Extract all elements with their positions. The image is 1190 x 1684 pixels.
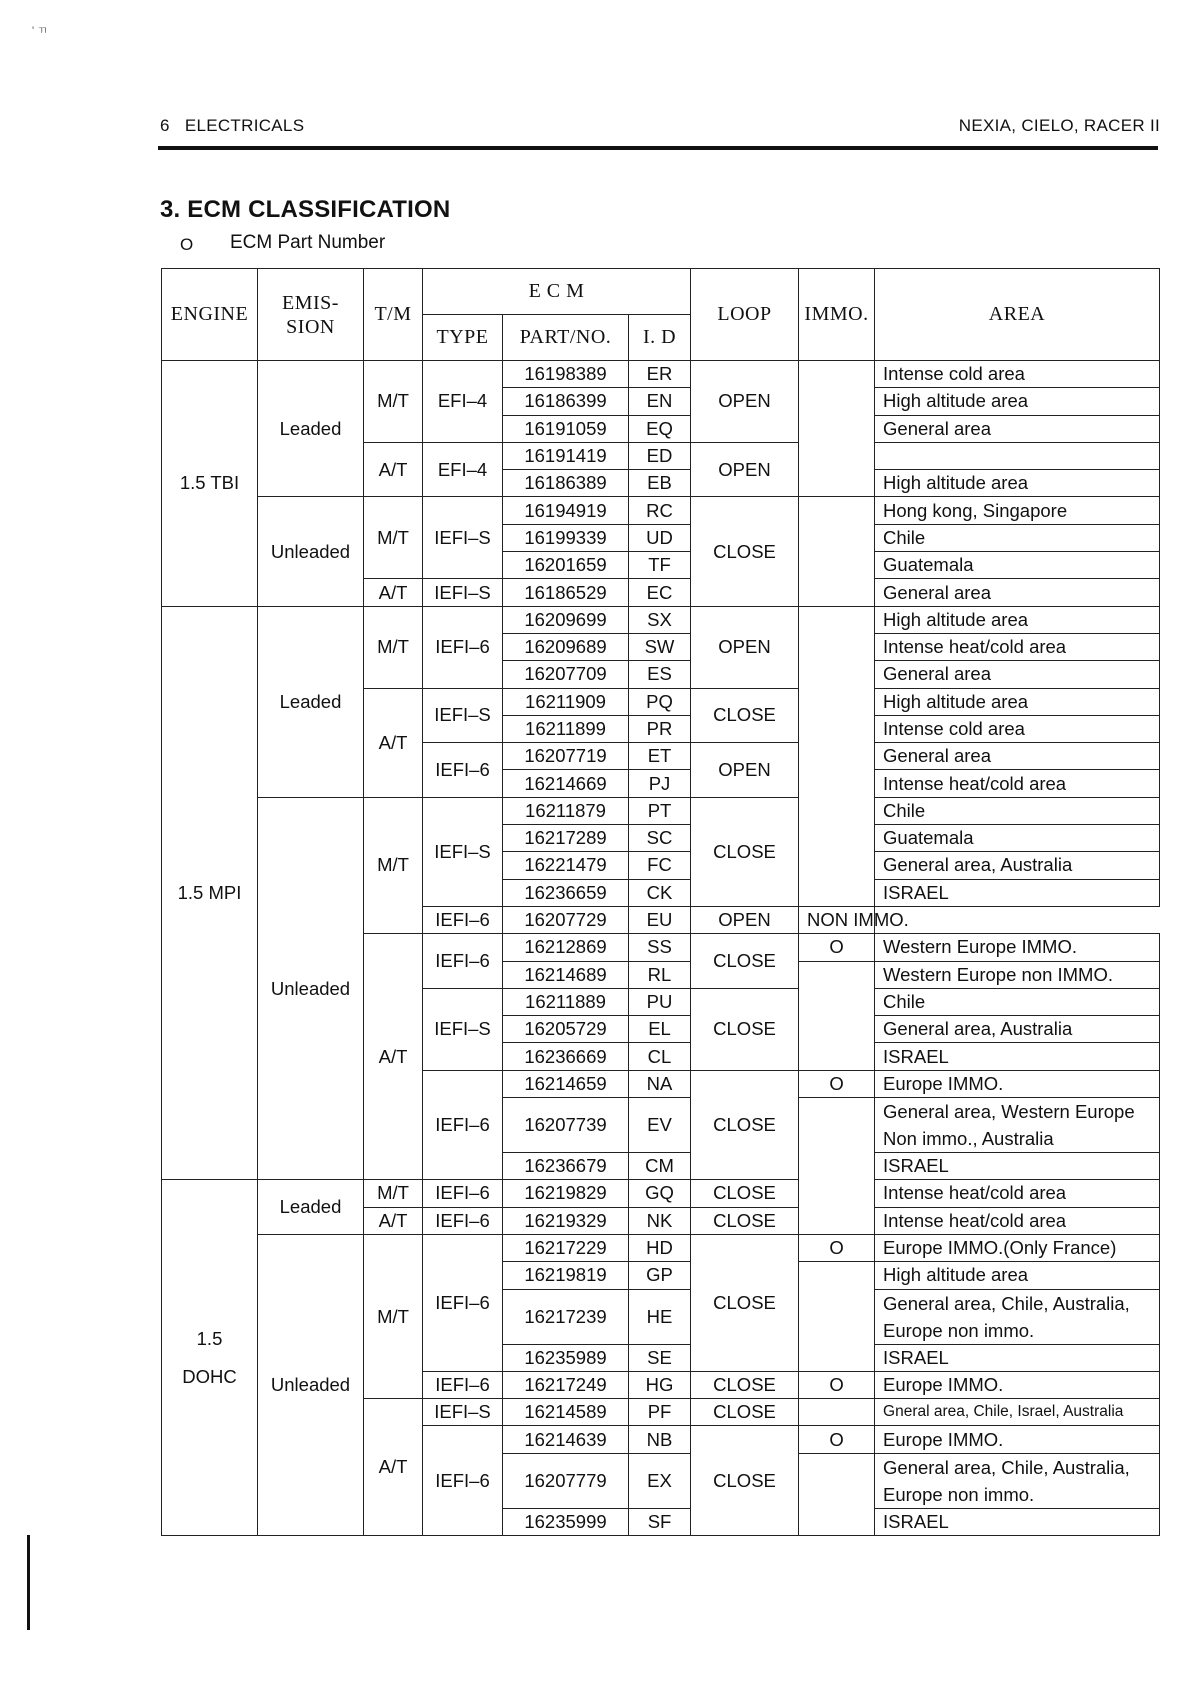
- header-loop: LOOP: [691, 269, 799, 361]
- immo-cell: O: [799, 934, 875, 961]
- emission-cell: Unleaded: [258, 797, 364, 1180]
- tm-cell: A/T: [364, 1207, 423, 1234]
- id-cell: NB: [629, 1426, 691, 1453]
- area-cell: General area, Chile, Australia, Europe non immo.: [875, 1453, 1160, 1508]
- id-cell: EU: [629, 906, 691, 933]
- part-no-cell: 16221479: [503, 852, 629, 879]
- id-cell: ES: [629, 661, 691, 688]
- part-no-cell: 16212869: [503, 934, 629, 961]
- table-row: [162, 1180, 1160, 1207]
- tm-cell: A/T: [364, 442, 423, 497]
- tm-cell: M/T: [364, 361, 423, 443]
- loop-cell: CLOSE: [691, 1234, 799, 1371]
- loop-cell: CLOSE: [691, 1426, 799, 1536]
- id-cell: PU: [629, 988, 691, 1015]
- scan-artifact-mark: ' ㄲ: [32, 25, 48, 37]
- area-cell: Intense heat/cold area: [875, 1207, 1160, 1234]
- area-cell: High altitude area: [875, 688, 1160, 715]
- area-cell: General area: [875, 743, 1160, 770]
- loop-cell: CLOSE: [691, 1180, 799, 1207]
- tm-cell: M/T: [364, 497, 423, 579]
- id-cell: SW: [629, 633, 691, 660]
- id-cell: PJ: [629, 770, 691, 797]
- immo-cell: [799, 1098, 875, 1235]
- immo-cell: O: [799, 1426, 875, 1453]
- area-cell: Chile: [875, 797, 1160, 824]
- type-cell: IEFI–6: [423, 1234, 503, 1371]
- bullet-icon: O: [180, 235, 194, 254]
- area-cell: Europe IMMO.: [875, 1070, 1160, 1097]
- type-cell: EFI–4: [423, 361, 503, 443]
- area-cell: General area, Australia: [875, 852, 1160, 879]
- id-cell: NK: [629, 1207, 691, 1234]
- area-cell: High altitude area: [875, 606, 1160, 633]
- area-cell: Europe IMMO.: [875, 1426, 1160, 1453]
- header-area: AREA: [875, 269, 1160, 361]
- area-cell: High altitude area: [875, 1262, 1160, 1289]
- area-cell: Hong kong, Singapore: [875, 497, 1160, 524]
- tm-cell: M/T: [364, 606, 423, 688]
- part-no-cell: 16191419: [503, 442, 629, 469]
- id-cell: RL: [629, 961, 691, 988]
- immo-cell: [799, 361, 875, 497]
- type-cell: IEFI–6: [423, 1070, 503, 1180]
- id-cell: PT: [629, 797, 691, 824]
- loop-cell: CLOSE: [691, 988, 799, 1070]
- id-cell: SS: [629, 934, 691, 961]
- id-cell: GQ: [629, 1180, 691, 1207]
- part-no-cell: 16217289: [503, 825, 629, 852]
- part-no-cell: 16207729: [503, 906, 629, 933]
- header-engine: ENGINE: [162, 269, 258, 361]
- area-cell: General area: [875, 579, 1160, 606]
- id-cell: EB: [629, 470, 691, 497]
- area-cell: Intense heat/cold area: [875, 633, 1160, 660]
- emission-cell: Leaded: [258, 1180, 364, 1235]
- area-cell: ISRAEL: [875, 1043, 1160, 1070]
- id-cell: EX: [629, 1453, 691, 1508]
- immo-cell: O: [799, 1070, 875, 1097]
- part-no-cell: 16186399: [503, 388, 629, 415]
- type-cell: IEFI–6: [423, 1426, 503, 1536]
- part-no-cell: 16235989: [503, 1344, 629, 1371]
- section-title: 3. ECM CLASSIFICATION: [160, 196, 451, 223]
- page-header-models: NEXIA, CIELO, RACER II: [958, 116, 1160, 135]
- type-cell: IEFI–S: [423, 579, 503, 606]
- part-no-cell: 16219819: [503, 1262, 629, 1289]
- tm-cell: A/T: [364, 934, 423, 1180]
- tm-cell: A/T: [364, 688, 423, 797]
- part-no-cell: 16211889: [503, 988, 629, 1015]
- id-cell: HG: [629, 1371, 691, 1398]
- part-no-cell: 16217239: [503, 1289, 629, 1344]
- loop-cell: OPEN: [691, 606, 799, 688]
- id-cell: CM: [629, 1153, 691, 1180]
- part-no-cell: 16219829: [503, 1180, 629, 1207]
- type-cell: IEFI–S: [423, 797, 503, 906]
- id-cell: CK: [629, 879, 691, 906]
- area-cell: Chile: [875, 524, 1160, 551]
- type-cell: IEFI–6: [423, 1371, 503, 1398]
- part-no-cell: 16186529: [503, 579, 629, 606]
- immo-cell: [799, 497, 875, 606]
- id-cell: ED: [629, 442, 691, 469]
- id-cell: ER: [629, 361, 691, 388]
- part-no-cell: 16214639: [503, 1426, 629, 1453]
- id-cell: SE: [629, 1344, 691, 1371]
- emission-cell: Leaded: [258, 361, 364, 497]
- emission-cell: Unleaded: [258, 497, 364, 606]
- type-cell: IEFI–S: [423, 688, 503, 743]
- area-cell: General area, Western Europe Non immo., Australia: [875, 1098, 1160, 1153]
- part-no-cell: 16236669: [503, 1043, 629, 1070]
- loop-cell: OPEN: [691, 906, 799, 933]
- area-cell: High altitude area: [875, 470, 1160, 497]
- table-row: [162, 797, 1160, 824]
- id-cell: EV: [629, 1098, 691, 1153]
- type-cell: IEFI–6: [423, 1180, 503, 1207]
- part-no-cell: 16214589: [503, 1399, 629, 1426]
- area-cell: Gneral area, Chile, Israel, Australia: [875, 1399, 1160, 1426]
- type-cell: EFI–4: [423, 442, 503, 497]
- area-cell: Western Europe non IMMO.: [875, 961, 1160, 988]
- area-cell: ISRAEL: [875, 1153, 1160, 1180]
- part-no-cell: 16198389: [503, 361, 629, 388]
- area-cell: ISRAEL: [875, 1344, 1160, 1371]
- part-no-cell: 16186389: [503, 470, 629, 497]
- area-cell: General area, Chile, Australia, Europe non immo.: [875, 1289, 1160, 1344]
- part-no-cell: 16211879: [503, 797, 629, 824]
- area-cell: Intense heat/cold area: [875, 1180, 1160, 1207]
- tm-cell: A/T: [364, 579, 423, 606]
- engine-cell: 1.5 MPI: [162, 606, 258, 1180]
- area-cell: ISRAEL: [875, 879, 1160, 906]
- id-cell: EN: [629, 388, 691, 415]
- table-row: [162, 497, 1160, 524]
- loop-cell: CLOSE: [691, 934, 799, 989]
- id-cell: EC: [629, 579, 691, 606]
- table-row: [162, 361, 1160, 388]
- immo-cell: [799, 606, 875, 906]
- loop-cell: OPEN: [691, 361, 799, 443]
- tm-cell: M/T: [364, 797, 423, 933]
- immo-cell: O: [799, 1371, 875, 1398]
- immo-cell: [799, 1453, 875, 1535]
- area-cell: Guatemala: [875, 552, 1160, 579]
- part-no-cell: 16235999: [503, 1508, 629, 1535]
- part-no-cell: 16201659: [503, 552, 629, 579]
- tm-cell: M/T: [364, 1234, 423, 1398]
- loop-cell: CLOSE: [691, 497, 799, 606]
- type-cell: IEFI–6: [423, 743, 503, 798]
- area-cell: Western Europe IMMO.: [875, 934, 1160, 961]
- area-cell: ISRAEL: [875, 1508, 1160, 1535]
- part-no-cell: 16236659: [503, 879, 629, 906]
- id-cell: SC: [629, 825, 691, 852]
- part-no-cell: 16191059: [503, 415, 629, 442]
- emission-cell: Leaded: [258, 606, 364, 797]
- id-cell: FC: [629, 852, 691, 879]
- scan-edge-mark: [27, 1535, 30, 1630]
- id-cell: ET: [629, 743, 691, 770]
- header-tm: T/M: [364, 269, 423, 361]
- area-cell: Intense heat/cold area: [875, 770, 1160, 797]
- part-no-cell: 16207779: [503, 1453, 629, 1508]
- engine-cell: 1.5 DOHC: [162, 1180, 258, 1536]
- part-no-cell: 16194919: [503, 497, 629, 524]
- type-cell: IEFI–S: [423, 497, 503, 579]
- header-id: I. D: [629, 315, 691, 361]
- id-cell: HD: [629, 1234, 691, 1261]
- tm-cell: M/T: [364, 1180, 423, 1207]
- type-cell: IEFI–S: [423, 1399, 503, 1426]
- part-no-cell: 16211909: [503, 688, 629, 715]
- immo-cell: [799, 961, 875, 1070]
- loop-cell: OPEN: [691, 442, 799, 497]
- part-no-cell: 16236679: [503, 1153, 629, 1180]
- part-no-cell: 16214689: [503, 961, 629, 988]
- loop-cell: CLOSE: [691, 1371, 799, 1398]
- type-cell: IEFI–6: [423, 934, 503, 989]
- area-cell: Europe IMMO.(Only France): [875, 1234, 1160, 1261]
- part-no-cell: 16207719: [503, 743, 629, 770]
- part-no-cell: 16217249: [503, 1371, 629, 1398]
- area-cell: Europe IMMO.: [875, 1371, 1160, 1398]
- tm-cell: A/T: [364, 1399, 423, 1536]
- immo-cell: [799, 1399, 875, 1426]
- id-cell: NA: [629, 1070, 691, 1097]
- id-cell: HE: [629, 1289, 691, 1344]
- type-cell: IEFI–6: [423, 906, 503, 933]
- part-no-cell: 16207739: [503, 1098, 629, 1153]
- part-no-cell: 16205729: [503, 1016, 629, 1043]
- area-cell: General area, Australia: [875, 1016, 1160, 1043]
- part-no-cell: 16217229: [503, 1234, 629, 1261]
- header-immo: IMMO.: [799, 269, 875, 361]
- header-type: TYPE: [423, 315, 503, 361]
- loop-cell: OPEN: [691, 743, 799, 798]
- table-row: [162, 1234, 1160, 1261]
- id-cell: EQ: [629, 415, 691, 442]
- immo-cell: O: [799, 1234, 875, 1261]
- id-cell: SF: [629, 1508, 691, 1535]
- subtitle: ECM Part Number: [230, 232, 386, 253]
- loop-cell: CLOSE: [691, 688, 799, 743]
- engine-cell: 1.5 TBI: [162, 361, 258, 607]
- id-cell: PQ: [629, 688, 691, 715]
- immo-cell: [799, 1262, 875, 1372]
- area-cell: Intense cold area: [875, 361, 1160, 388]
- id-cell: GP: [629, 1262, 691, 1289]
- header-rule: [158, 146, 1158, 150]
- part-no-cell: 16209689: [503, 633, 629, 660]
- area-cell: Chile: [875, 988, 1160, 1015]
- part-no-cell: 16219329: [503, 1207, 629, 1234]
- part-no-cell: 16214659: [503, 1070, 629, 1097]
- part-no-cell: 16199339: [503, 524, 629, 551]
- type-cell: IEFI–6: [423, 606, 503, 688]
- area-cell: General area: [875, 415, 1160, 442]
- id-cell: CL: [629, 1043, 691, 1070]
- loop-cell: CLOSE: [691, 1070, 799, 1180]
- area-cell: NON IMMO.: [799, 906, 875, 933]
- ecm-classification-table: [161, 268, 1160, 1536]
- header-emission: EMIS- SION: [258, 269, 364, 361]
- id-cell: PF: [629, 1399, 691, 1426]
- part-no-cell: 16214669: [503, 770, 629, 797]
- id-cell: UD: [629, 524, 691, 551]
- header-ecm: E C M: [423, 269, 691, 315]
- id-cell: SX: [629, 606, 691, 633]
- part-no-cell: 16211899: [503, 715, 629, 742]
- area-cell: [875, 442, 1160, 469]
- header-part-no: PART/NO.: [503, 315, 629, 361]
- part-no-cell: 16209699: [503, 606, 629, 633]
- id-cell: TF: [629, 552, 691, 579]
- type-cell: IEFI–6: [423, 1207, 503, 1234]
- id-cell: RC: [629, 497, 691, 524]
- loop-cell: CLOSE: [691, 1399, 799, 1426]
- part-no-cell: 16207709: [503, 661, 629, 688]
- area-cell: Guatemala: [875, 825, 1160, 852]
- id-cell: PR: [629, 715, 691, 742]
- id-cell: EL: [629, 1016, 691, 1043]
- loop-cell: CLOSE: [691, 1207, 799, 1234]
- area-cell: General area: [875, 661, 1160, 688]
- area-cell: High altitude area: [875, 388, 1160, 415]
- type-cell: IEFI–S: [423, 988, 503, 1070]
- page-header-section: 6 ELECTRICALS: [160, 116, 305, 135]
- loop-cell: CLOSE: [691, 797, 799, 906]
- emission-cell: Unleaded: [258, 1234, 364, 1535]
- table-row: [162, 606, 1160, 633]
- area-cell: Intense cold area: [875, 715, 1160, 742]
